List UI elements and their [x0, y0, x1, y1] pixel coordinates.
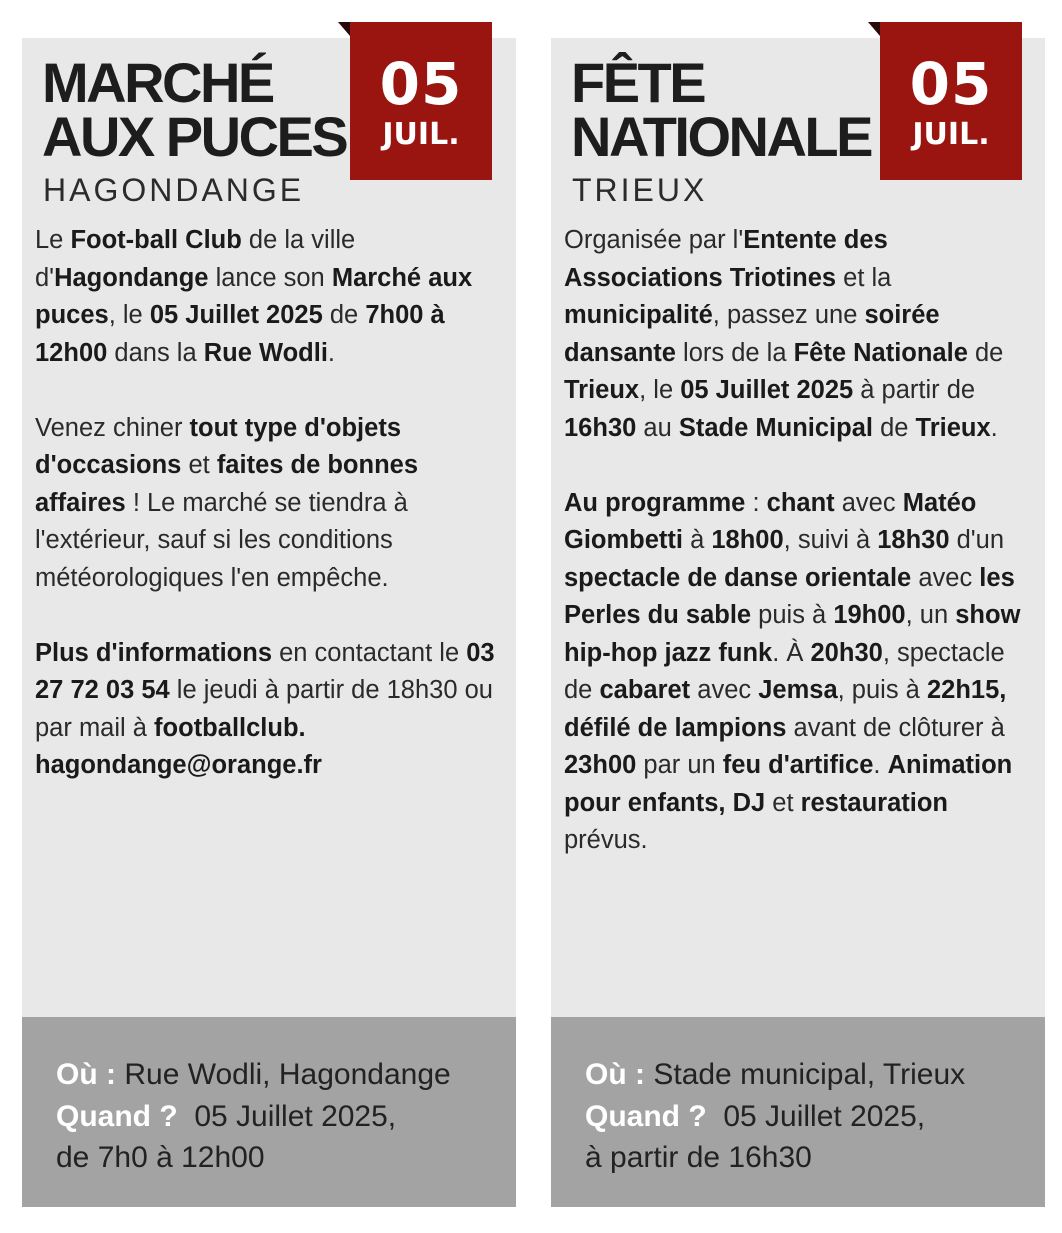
emphasis-text: Foot-ball Club	[70, 226, 242, 254]
emphasis-text: spectacle de danse orientale	[564, 563, 912, 592]
body-text: à	[683, 526, 712, 554]
emphasis-text: 05 Juillet 2025	[680, 376, 854, 404]
emphasis-text: footballclub. hagondange@orange.fr	[35, 713, 322, 779]
body-text: avec	[911, 563, 980, 592]
emphasis-text: 20h30	[810, 638, 883, 667]
emphasis-text: faites de bonnes affaires	[35, 451, 419, 517]
body-text: à partir de	[853, 376, 976, 404]
date-month: JUIL.	[912, 117, 990, 152]
event-location-subtitle: HAGONDANGE	[43, 172, 305, 208]
body-text: dans la	[107, 338, 204, 367]
emphasis-text: tout type d'objets d'occasions	[35, 413, 402, 479]
emphasis-text: les Perles du sable	[564, 563, 1015, 629]
when-line	[56, 1096, 516, 1138]
body-text: lance son	[208, 263, 332, 292]
body-text: ! Le marché se tiendra à l'extérieur, sauf si les conditions météorologiques l'en empêche.	[35, 488, 408, 592]
emphasis-text: chant	[766, 488, 835, 517]
where-label: Où :	[585, 1058, 645, 1091]
body-text: . À	[772, 638, 811, 667]
body-text: avant de clôturer à	[786, 713, 1005, 742]
when-value: 05 Juillet 2025,	[194, 1099, 397, 1133]
event-description	[564, 222, 1032, 897]
event-title-line: NATIONALE	[571, 105, 871, 168]
body-text: , puis à	[837, 676, 927, 704]
body-text: de	[967, 338, 1004, 367]
body-text: et la	[836, 263, 892, 292]
emphasis-text: 05 Juillet 2025	[149, 301, 323, 329]
emphasis-text: 03 27 72 03 54	[35, 638, 495, 704]
event-card-marche-aux-puces	[22, 38, 516, 1207]
emphasis-text: 23h00	[564, 751, 637, 779]
emphasis-text: Stade Municipal	[678, 413, 873, 442]
event-info-footer	[22, 1017, 516, 1207]
event-card-fete-nationale	[551, 38, 1045, 1207]
body-text: , spectacle de	[564, 638, 1005, 704]
when-label: Quand ?	[56, 1099, 178, 1133]
emphasis-text: 19h00	[833, 601, 906, 629]
body-text: , passez une	[712, 301, 865, 329]
where-line	[585, 1054, 1045, 1096]
emphasis-text: soirée dansante	[564, 301, 940, 367]
description-paragraph	[35, 410, 503, 598]
body-text: Le	[35, 226, 71, 254]
description-paragraph	[564, 485, 1032, 860]
date-month: JUIL.	[382, 117, 460, 152]
when-time: de 7h0 à 12h00	[56, 1141, 265, 1174]
date-badge	[880, 22, 1022, 180]
emphasis-text: feu d'artifice	[722, 751, 874, 779]
emphasis-text: Entente des Associations Triotines	[564, 226, 888, 292]
where-line	[56, 1054, 516, 1096]
emphasis-text: Hagondange	[54, 263, 209, 292]
body-text: :	[745, 488, 767, 517]
body-text: et	[765, 788, 801, 817]
event-title-line: AUX PUCES	[42, 105, 347, 168]
body-text: en contactant le	[272, 638, 467, 667]
body-text: .	[990, 413, 998, 442]
emphasis-text: Trieux	[915, 413, 991, 442]
event-title	[571, 51, 871, 168]
emphasis-text: Trieux	[564, 376, 640, 404]
body-text: d'un	[949, 526, 1005, 554]
body-text: .	[327, 338, 336, 367]
body-text: le jeudi à partir de 18h30 ou par mail à	[35, 676, 493, 742]
emphasis-text: Plus d'informations	[35, 638, 272, 667]
emphasis-text: municipalité	[564, 301, 713, 329]
body-text: Organisée par l'	[564, 226, 744, 254]
emphasis-text: Matéo Giombetti	[564, 488, 977, 554]
body-text: de	[872, 413, 916, 442]
event-info-footer	[551, 1017, 1045, 1207]
when-time: à partir de 16h30	[585, 1141, 812, 1174]
emphasis-text: restauration	[800, 788, 948, 817]
emphasis-text: 18h30	[877, 526, 950, 554]
when-value: 05 Juillet 2025,	[723, 1099, 926, 1133]
date-day: 05	[909, 50, 993, 118]
where-value: Rue Wodli, Hagondange	[124, 1058, 451, 1091]
body-text: .	[873, 751, 888, 779]
emphasis-text: Au programme	[564, 488, 746, 517]
emphasis-text: Jemsa	[758, 676, 838, 704]
emphasis-text: 7h00 à 12h00	[35, 301, 445, 367]
event-title-line: MARCHÉ	[42, 51, 273, 114]
description-paragraph	[35, 222, 503, 372]
body-text: puis à	[751, 601, 834, 629]
body-text: , le	[108, 301, 150, 329]
body-text: , suivi à	[783, 526, 878, 554]
body-text: au	[636, 413, 679, 442]
event-title-line: FÊTE	[571, 51, 705, 114]
description-paragraph	[35, 635, 503, 785]
emphasis-text: show hip-hop jazz funk	[564, 601, 1021, 667]
description-paragraph	[564, 222, 1032, 447]
emphasis-text: Marché aux puces	[35, 263, 473, 329]
body-text: et	[181, 451, 217, 479]
event-location-subtitle: TRIEUX	[572, 172, 708, 208]
where-label: Où :	[56, 1058, 116, 1091]
body-text: avec	[834, 488, 903, 517]
body-text: Venez chiner	[35, 413, 190, 442]
emphasis-text: Fête Nationale	[793, 338, 968, 367]
body-text: de	[322, 301, 366, 329]
event-description	[35, 222, 503, 822]
emphasis-text: 22h15, défilé de lampions	[564, 676, 1007, 742]
emphasis-text: Animation pour enfants, DJ	[564, 751, 1013, 817]
date-badge	[350, 22, 492, 180]
body-text: avec	[690, 676, 759, 704]
body-text: prévus.	[564, 826, 648, 854]
date-day: 05	[379, 50, 463, 118]
where-value: Stade municipal, Trieux	[653, 1058, 966, 1091]
emphasis-text: Rue Wodli	[203, 338, 328, 367]
body-text: par un	[636, 751, 723, 779]
body-text: , le	[639, 376, 681, 404]
body-text: , un	[905, 601, 956, 629]
when-label: Quand ?	[585, 1099, 707, 1133]
emphasis-text: cabaret	[599, 676, 691, 704]
body-text: de la ville d'	[35, 226, 356, 292]
emphasis-text: 16h30	[564, 413, 637, 442]
event-title	[42, 51, 347, 168]
when-line	[585, 1096, 1045, 1138]
emphasis-text: 18h00	[711, 526, 784, 554]
body-text: lors de la	[675, 338, 794, 367]
